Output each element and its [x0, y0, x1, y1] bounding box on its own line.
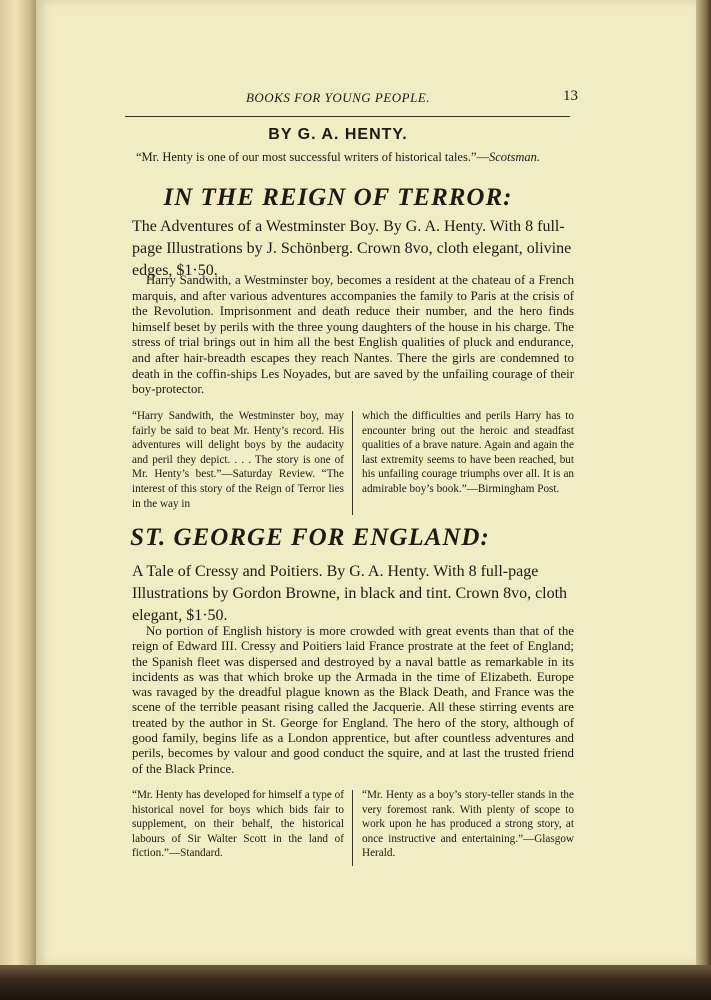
column-divider — [352, 411, 353, 515]
review-right: which the difficulties and perils Harry has to encounter bring out the heroic and steadfast qualities of a brave nature. Again and again the last extremity seems to have been reached, but his unfailing courage triumphs over all. It is an admirable boy’s book.”—Birmingham Post. — [362, 410, 574, 495]
page-number: 13 — [563, 88, 578, 104]
book-description: The Adventures of a Westminster Boy. By G. A. Henty. With 8 full-page Illustrations by J. Schönberg. Crown 8vo, cloth elegant, olivine edges, $1·50. — [132, 218, 572, 279]
book-synopsis: No portion of English history is more crowded with great events than that of the reign of Edward III. Cressy and Poitiers laid France prostrate at the feet of England; the Spanish fleet was dispersed and destroyed by a naval battle as remarkable in its incidents as was that which broke up the Armada in the time of Elizabeth. Europe was ravaged by the dreadful plague known as the Black Death, and France was the scene of the terrible peasant rising called the Jacquerie. All these stirring events are treated by the author in St. George for England. The hero of the story, although of good family, begins life as a London apprentice, but after countless adventures and perils, becomes by valour and good conduct the squire, and at last the trusted friend of the Black Prince. — [132, 624, 574, 776]
review-left: “Mr. Henty has developed for himself a type of historical novel for boys which bids fair to supplement, on their behalf, the historical labours of Sir Walter Scott in the land of fiction.”—Standard. — [132, 789, 344, 860]
page-edge — [696, 0, 711, 975]
book-synopsis: Harry Sandwith, a Westminster boy, becomes a resident at the chateau of a French marquis, and after various adventures accompanies the family to Paris at the crisis of the Revolution. Imprisonment and death reduce their number, and the hero finds himself beset by perils with the three young daughters of the house in his charge. The stress of trial brings out in him all the best English qualities of pluck and endurance, and after hair-breadth escapes they reach Nantes. There the girls are condemned to death in the coffin-ships Les Noyades, but are saved by the unfailing courage of their boy-protector. — [132, 273, 574, 397]
bottom-edge — [0, 965, 711, 1000]
author-quote-source: Scotsman. — [489, 150, 541, 164]
running-title: BOOKS FOR YOUNG PEOPLE. — [245, 90, 431, 105]
review-left: “Harry Sandwith, the Westminster boy, may fairly be said to beat Mr. Henty’s record. His adventures will delight boys by the audacity and peril they depict. . . . The story is one of Mr. Henty’s best.”—Saturday Review. “The interest of this story of the Reign of Terror lies in the way in — [132, 410, 344, 510]
running-head — [96, 88, 580, 108]
book-title: IN THE REIGN OF TERROR: — [163, 184, 513, 211]
author-heading: BY G. A. HENTY. — [268, 126, 408, 143]
book-binding — [0, 0, 36, 975]
header-rule — [125, 116, 570, 117]
column-divider — [352, 790, 353, 866]
author-quote-text: “Mr. Henty is one of our most successful writers of historical tales.”— — [135, 150, 489, 164]
book-description: A Tale of Cressy and Poitiers. By G. A. Henty. With 8 full-page Illustrations by Gordon Browne, in black and tint. Crown 8vo, cloth elegant, $1·50. — [132, 563, 568, 624]
author-quote — [96, 150, 580, 165]
book-title: ST. GEORGE FOR ENGLAND: — [130, 524, 490, 551]
review-right: “Mr. Henty as a boy’s story-teller stands in the very foremost rank. With plenty of scope to work upon he has produced a strong story, at once instructive and entertaining.”—Glasgow Herald. — [362, 789, 574, 860]
